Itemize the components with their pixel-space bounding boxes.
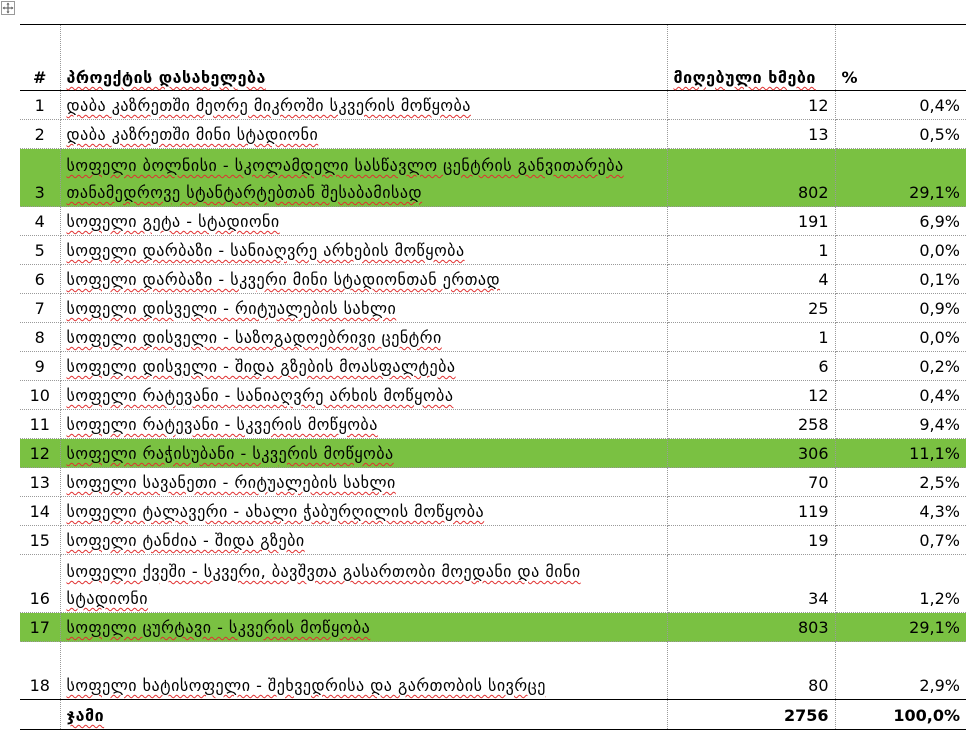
row-num: 8 xyxy=(20,323,60,352)
row-votes: 1 xyxy=(667,236,835,265)
table-row xyxy=(20,149,966,207)
table-row xyxy=(20,323,966,352)
total-label-cell xyxy=(60,700,667,730)
row-project-name-cell xyxy=(60,555,667,613)
header-percent: % xyxy=(835,25,966,91)
total-percent: 100,0% xyxy=(835,700,966,730)
header-votes xyxy=(667,25,835,91)
row-votes: 4 xyxy=(667,265,835,294)
row-project-name-cell xyxy=(60,294,667,323)
row-project-name-cell xyxy=(60,468,667,497)
total-num-cell xyxy=(20,700,60,730)
table-move-handle[interactable] xyxy=(1,1,15,15)
table-row xyxy=(20,642,966,700)
row-num: 15 xyxy=(20,526,60,555)
row-percent: 0,4% xyxy=(835,91,966,120)
row-num: 2 xyxy=(20,120,60,149)
row-project-name-cell xyxy=(60,381,667,410)
row-project-name: დაბა კაზრეთში მინი სტადიონი xyxy=(66,125,319,144)
row-project-name: სოფელი სავანეთი - რიტუალების სახლი xyxy=(66,473,396,492)
row-project-name-cell xyxy=(60,642,667,700)
move-icon xyxy=(2,2,14,14)
row-percent: 0,2% xyxy=(835,352,966,381)
header-project-name-text: პროექტის დასახელება xyxy=(66,68,266,87)
total-label: ჯამი xyxy=(66,706,105,725)
table-row xyxy=(20,352,966,381)
table-row xyxy=(20,497,966,526)
row-percent: 4,3% xyxy=(835,497,966,526)
header-project-name xyxy=(60,25,667,91)
row-percent: 0,7% xyxy=(835,526,966,555)
header-num: # xyxy=(20,25,60,91)
header-votes-text: მიღებული ხმები xyxy=(673,68,816,87)
table-header-row xyxy=(20,25,966,91)
row-num: 14 xyxy=(20,497,60,526)
row-project-name: დაბა კაზრეთში მეორე მიკროში სკვერის მოწყობა xyxy=(66,96,471,115)
row-percent: 9,4% xyxy=(835,410,966,439)
row-num: 4 xyxy=(20,207,60,236)
row-project-name-cell xyxy=(60,410,667,439)
table-row xyxy=(20,439,966,468)
row-project-name-cell xyxy=(60,149,667,207)
row-num: 3 xyxy=(20,149,60,207)
row-project-name: სოფელი ცურტავი - სკვერის მოწყობა xyxy=(66,618,371,637)
row-percent: 2,9% xyxy=(835,642,966,700)
table-row xyxy=(20,294,966,323)
table-row xyxy=(20,410,966,439)
row-project-name: სოფელი დისველი - საზოგადოებრივი ცენტრი xyxy=(66,328,442,347)
row-votes: 258 xyxy=(667,410,835,439)
total-votes: 2756 xyxy=(667,700,835,730)
row-votes: 80 xyxy=(667,642,835,700)
row-num: 11 xyxy=(20,410,60,439)
row-percent: 29,1% xyxy=(835,613,966,642)
row-project-name-cell xyxy=(60,323,667,352)
row-project-name-cell xyxy=(60,207,667,236)
row-percent: 0,1% xyxy=(835,265,966,294)
row-project-name-cell xyxy=(60,497,667,526)
table-row xyxy=(20,381,966,410)
row-votes: 13 xyxy=(667,120,835,149)
row-project-name: სოფელი დარბაზი - სკვერი მინი სტადიონთან ერთად xyxy=(66,270,501,289)
row-votes: 6 xyxy=(667,352,835,381)
table-row xyxy=(20,207,966,236)
row-project-name-cell xyxy=(60,265,667,294)
row-num: 9 xyxy=(20,352,60,381)
row-project-name: სოფელი დარბაზი - სანიაღვრე არხების მოწყობა xyxy=(66,241,465,260)
row-num: 5 xyxy=(20,236,60,265)
row-votes: 802 xyxy=(667,149,835,207)
row-votes: 119 xyxy=(667,497,835,526)
row-num: 17 xyxy=(20,613,60,642)
row-project-name: სოფელი დისველი - რიტუალების სახლი xyxy=(66,299,397,318)
row-project-name: სოფელი გეტა - სტადიონი xyxy=(66,212,280,231)
row-project-name: სოფელი ტანძია - შიდა გზები xyxy=(66,531,305,550)
projects-votes-table xyxy=(20,24,966,730)
row-votes: 191 xyxy=(667,207,835,236)
row-percent: 11,1% xyxy=(835,439,966,468)
total-row xyxy=(20,700,966,730)
table-row xyxy=(20,265,966,294)
row-votes: 1 xyxy=(667,323,835,352)
row-percent: 0,0% xyxy=(835,323,966,352)
row-project-name: სოფელი ბოლნისი - სკოლამდელი სასწავლო ცენტრის განვითარება თანამედროვე სტანტარტებთან შესაბამისად xyxy=(66,156,624,202)
row-project-name-cell xyxy=(60,236,667,265)
row-percent: 0,5% xyxy=(835,120,966,149)
table-row xyxy=(20,468,966,497)
row-project-name-cell xyxy=(60,613,667,642)
row-project-name: სოფელი ქვეში - სკვერი, ბავშვთა გასართობი მოედანი და მინი სტადიონი xyxy=(66,562,581,608)
row-percent: 6,9% xyxy=(835,207,966,236)
row-project-name-cell xyxy=(60,352,667,381)
row-votes: 803 xyxy=(667,613,835,642)
row-percent: 29,1% xyxy=(835,149,966,207)
table-row xyxy=(20,91,966,120)
row-votes: 12 xyxy=(667,91,835,120)
row-project-name: სოფელი რატევანი - სკვერის მოწყობა xyxy=(66,415,378,434)
table-body xyxy=(20,91,966,700)
row-project-name: სოფელი რაჭისუბანი - სკვერის მოწყობა xyxy=(66,444,394,463)
row-project-name: სოფელი ხატისოფელი - შეხვედრისა და გართობის სივრცე xyxy=(66,676,546,695)
row-num: 13 xyxy=(20,468,60,497)
row-votes: 70 xyxy=(667,468,835,497)
row-num: 6 xyxy=(20,265,60,294)
row-votes: 34 xyxy=(667,555,835,613)
row-num: 12 xyxy=(20,439,60,468)
table-row xyxy=(20,526,966,555)
table-row xyxy=(20,613,966,642)
row-project-name: სოფელი რატევანი - სანიაღვრე არხის მოწყობა xyxy=(66,386,454,405)
row-project-name-cell xyxy=(60,91,667,120)
row-project-name-cell xyxy=(60,120,667,149)
row-percent: 0,9% xyxy=(835,294,966,323)
row-percent: 1,2% xyxy=(835,555,966,613)
row-votes: 12 xyxy=(667,381,835,410)
table-row xyxy=(20,236,966,265)
row-project-name: სოფელი ტალავერი - ახალი ჭაბურღილის მოწყობა xyxy=(66,502,485,521)
row-percent: 0,4% xyxy=(835,381,966,410)
row-num: 1 xyxy=(20,91,60,120)
row-num: 7 xyxy=(20,294,60,323)
row-votes: 19 xyxy=(667,526,835,555)
row-num: 16 xyxy=(20,555,60,613)
row-percent: 0,0% xyxy=(835,236,966,265)
row-project-name-cell xyxy=(60,439,667,468)
row-votes: 306 xyxy=(667,439,835,468)
row-num: 10 xyxy=(20,381,60,410)
row-project-name: სოფელი დისველი - შიდა გზების მოასფალტება xyxy=(66,357,456,376)
row-project-name-cell xyxy=(60,526,667,555)
table-row xyxy=(20,555,966,613)
row-votes: 25 xyxy=(667,294,835,323)
row-percent: 2,5% xyxy=(835,468,966,497)
row-num: 18 xyxy=(20,642,60,700)
table-row xyxy=(20,120,966,149)
